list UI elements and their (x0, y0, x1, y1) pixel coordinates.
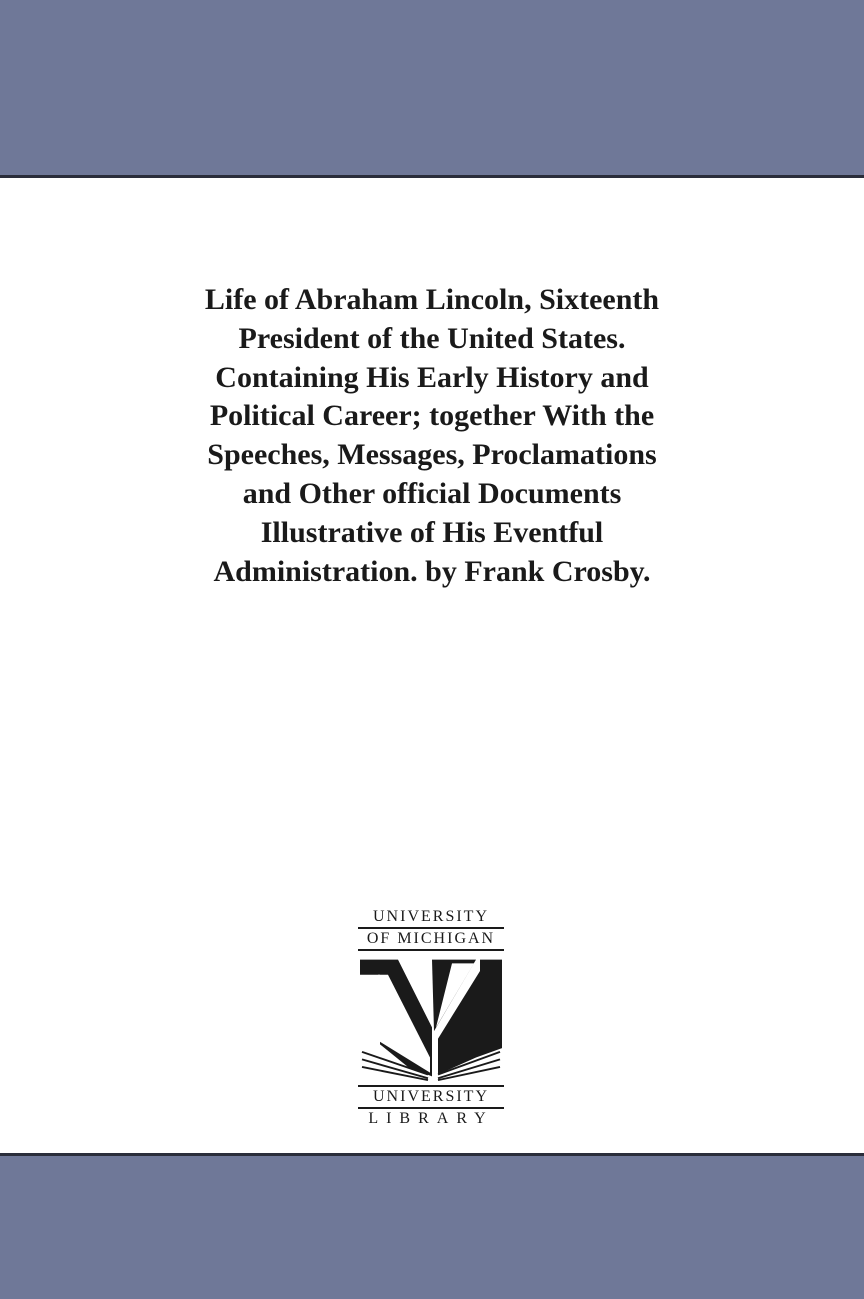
title-line: Containing His Early History and (215, 360, 649, 394)
logo-rule (358, 949, 504, 951)
logo-rule (358, 1085, 504, 1087)
logo-text-of-michigan: OF MICHIGAN (366, 930, 496, 947)
logo-text-library: LIBRARY (368, 1110, 494, 1127)
title-line: and Other official Documents (242, 476, 622, 510)
logo-rule (358, 927, 504, 929)
top-color-band (0, 0, 864, 178)
open-book-m-icon (358, 954, 504, 1082)
university-of-michigan-library-logo (352, 908, 510, 1128)
logo-rule (358, 1107, 504, 1109)
book-title (0, 281, 864, 591)
logo-text-university-bottom: UNIVERSITY (373, 1088, 489, 1105)
title-line: President of the United States. (238, 321, 626, 355)
bottom-color-band (0, 1153, 864, 1299)
title-line: Administration. by Frank Crosby. (213, 554, 651, 588)
title-line: Political Career; together With the (209, 399, 655, 433)
title-line: Speeches, Messages, Proclamations (207, 438, 657, 472)
title-line: Life of Abraham Lincoln, Sixteenth (204, 283, 660, 316)
title-line: Illustrative of His Eventful (260, 515, 604, 549)
logo-text-university: UNIVERSITY (373, 908, 489, 925)
